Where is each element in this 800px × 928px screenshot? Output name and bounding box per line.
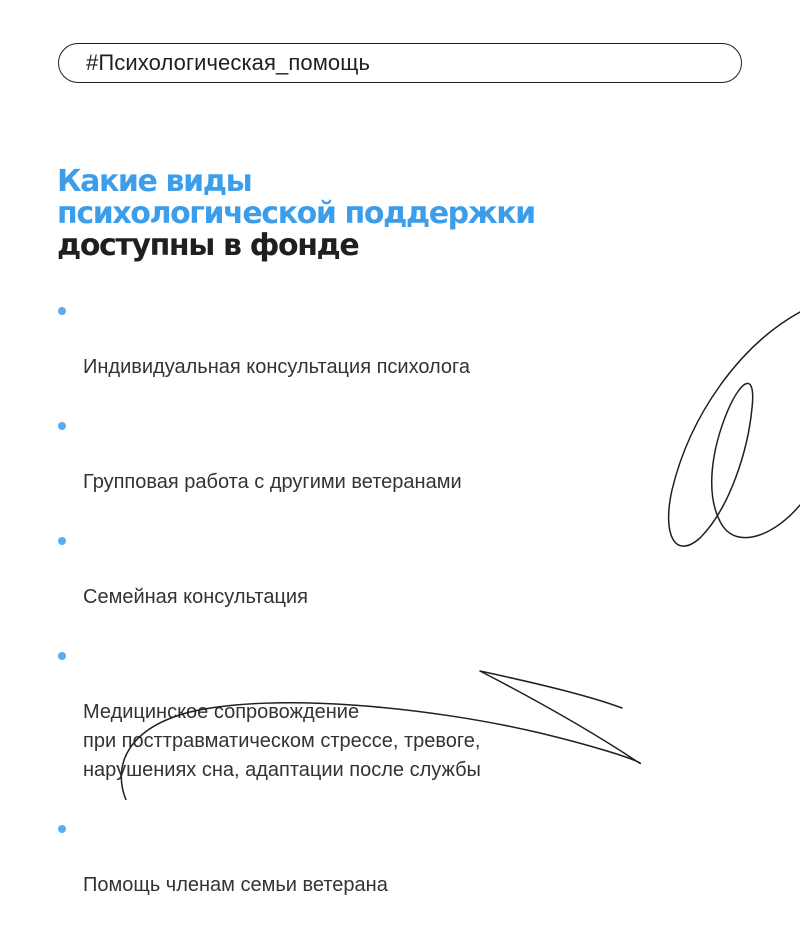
- hashtag-text: #Психологическая_помощь: [86, 50, 371, 75]
- heading-line-1: Какие виды: [57, 164, 252, 199]
- list-item: [57, 295, 481, 382]
- heading-line-3: доступны в фонде: [57, 228, 359, 263]
- list-item-text: Семейная консультация: [83, 586, 308, 608]
- loop-scribble-right: [669, 312, 800, 546]
- list-item: [57, 410, 481, 497]
- bullet-dot-icon: [58, 537, 66, 545]
- page-heading: [57, 166, 535, 262]
- bullet-dot-icon: [58, 825, 66, 833]
- bullet-dot-icon: [58, 422, 66, 430]
- list-item: [57, 640, 481, 785]
- heading-line-2: психологической поддержки: [57, 196, 535, 231]
- list-item: [57, 813, 481, 900]
- support-types-list: [57, 295, 481, 928]
- list-item: [57, 525, 481, 612]
- bullet-dot-icon: [58, 652, 66, 660]
- list-item-text: Групповая работа с другими ветеранами: [83, 471, 462, 493]
- bullet-dot-icon: [58, 307, 66, 315]
- list-item-text: Медицинское сопровождение при посттравматическом стрессе, тревоге, нарушениях сна, адаптации после службы: [83, 701, 481, 781]
- hashtag-badge: [58, 43, 742, 83]
- list-item-text: Индивидуальная консультация психолога: [83, 356, 471, 378]
- list-item-text: Помощь членам семьи ветерана: [83, 874, 388, 896]
